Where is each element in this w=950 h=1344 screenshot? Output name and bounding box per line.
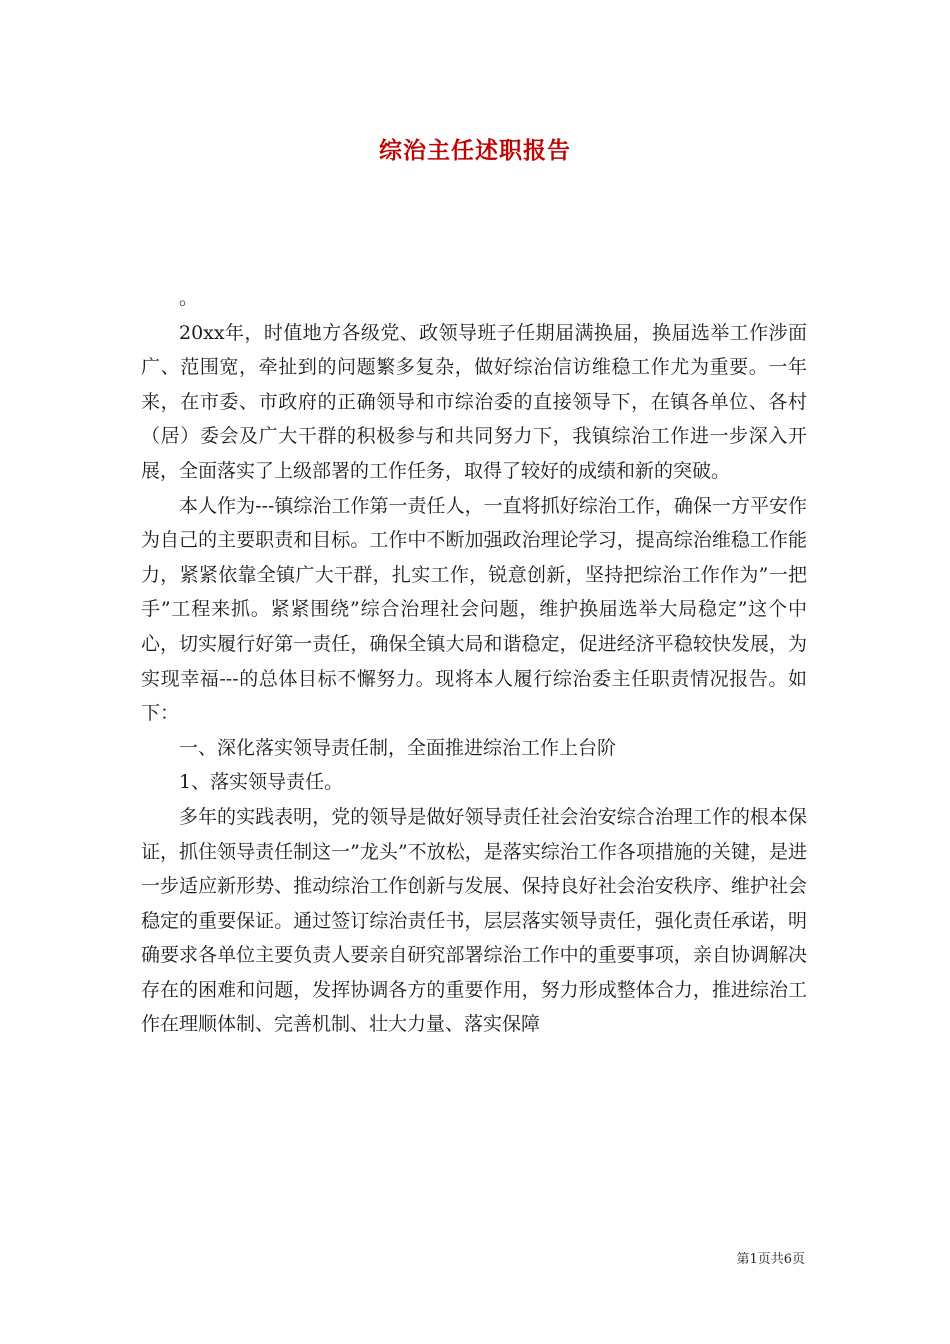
document-body xyxy=(141,281,807,1042)
document-title: 综治主任述职报告 xyxy=(379,137,571,164)
paragraph: 本人作为---镇综治工作第一责任人，一直将抓好综治工作，确保一方平安作为自己的主要职责和目标。工作中不断加强政治理论学习，提高综治维稳工作能力，紧紧依靠全镇广大干群，扎实工作，锐意创新，坚持把综治工作作为”一把手”工程来抓。紧紧围绕”综合治理社会问题，维护换届选举大局稳定”这个中心，切实履行好第一责任，确保全镇大局和谐稳定，促进经济平稳较快发展，为实现幸福---的总体目标不懈努力。现将本人履行综治委主任职责情况报告。如下： xyxy=(141,494,807,725)
subsection-heading: 1、落实领导责任。 xyxy=(179,771,344,794)
paragraph: 20xx年，时值地方各级党、政领导班子任期届满换届，换届选举工作涉面广、范围宽，牵扯到的问题繁多复杂，做好综治信访维稳工作尤为重要。一年来，在市委、市政府的正确领导和市综治委的直接领导下，在镇各单位、各村（居）委会及广大干群的积极参与和共同努力下，我镇综治工作进一步深入开展，全面落实了上级部署的工作任务，取得了较好的成绩和新的突破。 xyxy=(141,321,807,482)
section-heading: 一、深化落实领导责任制，全面推进综治工作上台阶 xyxy=(179,736,617,759)
page-number: 第1页共6页 xyxy=(736,1252,805,1267)
paragraph: 。 xyxy=(179,287,199,309)
paragraph: 多年的实践表明，党的领导是做好领导责任社会治安综合治理工作的根本保证，抓住领导责任制这一”龙头”不放松，是落实综治工作各项措施的关键，是进一步适应新形势、推动综治工作创新与发展、保持良好社会治安秩序、维护社会稳定的重要保证。通过签订综治责任书，层层落实领导责任，强化责任承诺，明确要求各单位主要负责人要亲自研究部署综治工作中的重要事项，亲自协调解决存在的困难和问题，发挥协调各方的重要作用，努力形成整体合力，推进综治工作在理顺体制、完善机制、壮大力量、落实保障 xyxy=(141,805,807,1036)
